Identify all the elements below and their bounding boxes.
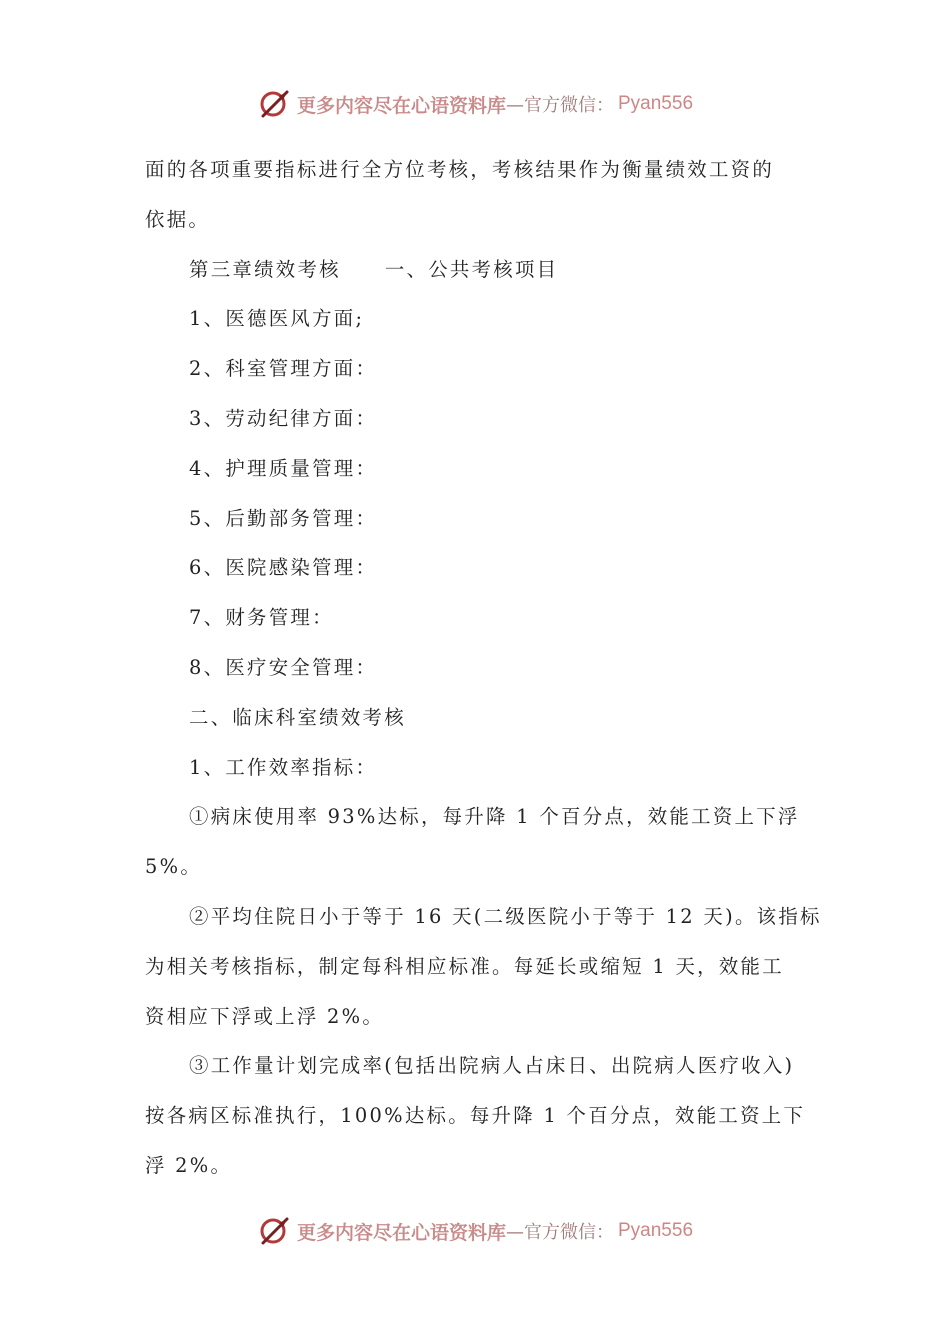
- paragraph-line: 浮 2%。: [145, 1153, 233, 1177]
- wechat-id: Pyan556: [618, 93, 694, 114]
- paragraph-line: 依据。: [145, 207, 211, 231]
- list-item: 8、医疗安全管理：: [189, 655, 378, 679]
- paragraph-line: 为相关考核指标，制定每科相应标准。每延长或缩短 1 天，效能工: [145, 954, 784, 978]
- list-item: 7、财务管理：: [189, 606, 334, 630]
- list-item: 5、后勤部务管理：: [189, 506, 378, 530]
- contact-label: —官方微信：: [506, 1222, 614, 1243]
- paragraph-line: 资相应下浮或上浮 2%。: [145, 1004, 385, 1028]
- paragraph-line: ③工作量计划完成率(包括出院病人占床日、出院病人医疗收入): [189, 1054, 795, 1078]
- chapter-title: 第三章绩效考核: [189, 257, 341, 281]
- list-item: 1、医德医风方面;: [189, 307, 365, 331]
- header-banner: [0, 84, 950, 124]
- paragraph-line: ②平均住院日小于等于 16 天(二级医院小于等于 12 天)。该指标: [189, 904, 822, 928]
- logo-icon: [257, 1213, 293, 1249]
- paragraph-line: 5%。: [145, 855, 203, 879]
- paragraph-line: ①病床使用率 93%达标，每升降 1 个百分点，效能工资上下浮: [189, 805, 800, 829]
- logo-icon: [257, 86, 293, 122]
- wechat-id: Pyan556: [618, 1220, 694, 1241]
- document-body: [145, 150, 822, 1196]
- list-item: 3、劳动纪律方面：: [189, 406, 378, 430]
- brand-text: 更多内容尽在心语资料库: [296, 1221, 506, 1244]
- footer-banner: [0, 1211, 950, 1251]
- chapter-heading-line: [145, 250, 807, 300]
- brand-text: 更多内容尽在心语资料库: [296, 94, 506, 117]
- paragraph-line: 按各病区标准执行，100%达标。每升降 1 个百分点，效能工资上下: [145, 1104, 806, 1128]
- section-title: 二、临床科室绩效考核: [189, 705, 406, 729]
- list-item: 4、护理质量管理：: [189, 456, 378, 480]
- contact-label: —官方微信：: [506, 95, 614, 116]
- list-item: 2、科室管理方面：: [189, 357, 378, 381]
- paragraph-line: 面的各项重要指标进行全方位考核，考核结果作为衡量绩效工资的: [145, 158, 775, 181]
- list-item: 1、工作效率指标：: [189, 755, 378, 779]
- list-item: 6、医院感染管理：: [189, 556, 378, 580]
- section-title: 一、公共考核项目: [384, 257, 559, 281]
